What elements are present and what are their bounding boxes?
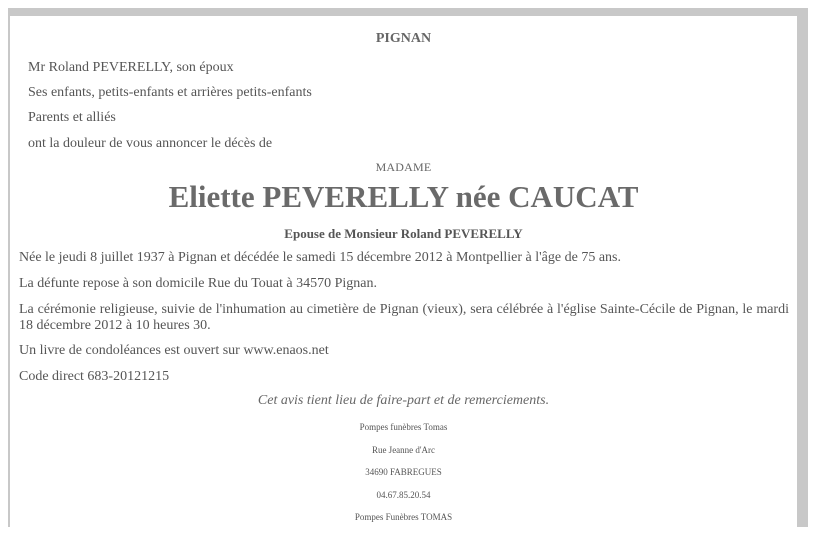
funeral-home-city: 34690 FABREGUES [365, 467, 442, 477]
intro-announcement-line: ont la douleur de vous annoncer le décès de [28, 136, 273, 151]
ceremony-paragraph: La cérémonie religieuse, suivie de l'inhumation au cimetière de Pignan (vieux), sera célébrée à l'église Sainte-Cécile de Pignan, le mardi 18 décembre 2012 à 10 heures 30. [19, 302, 789, 333]
intro-spouse-line: Mr Roland PEVERELLY, son époux [28, 60, 234, 75]
deceased-name: Eliette PEVERELLY née CAUCAT [168, 179, 639, 214]
intro-relatives-line: Parents et alliés [28, 110, 116, 125]
town-heading: PIGNAN [375, 31, 432, 46]
funeral-home-name: Pompes funèbres Tomas [359, 422, 448, 432]
condolences-line: Un livre de condoléances est ouvert sur www.enaos.net [19, 343, 329, 358]
funeral-home-street: Rue Jeanne d'Arc [371, 445, 436, 455]
birth-death-line: Née le jeudi 8 juillet 1937 à Pignan et décédée le samedi 15 décembre 2012 à Montpellier à l'âge de 75 ans. [19, 250, 621, 265]
notice-frame [8, 8, 808, 527]
honorific: MADAME [375, 160, 432, 174]
direct-code-line: Code direct 683-20121215 [19, 369, 170, 384]
notice-line: Cet avis tient lieu de faire-part et de remerciements. [257, 393, 550, 408]
resting-place-line: La défunte repose à son domicile Rue du Touat à 34570 Pignan. [19, 276, 378, 291]
funeral-home-signature: Pompes Funèbres TOMAS [354, 512, 453, 522]
obituary-card [10, 16, 797, 527]
funeral-home-phone: 04.67.85.20.54 [376, 490, 431, 500]
intro-children-line: Ses enfants, petits-enfants et arrières petits-enfants [28, 85, 312, 100]
spouse-line: Epouse de Monsieur Roland PEVERELLY [284, 226, 523, 241]
